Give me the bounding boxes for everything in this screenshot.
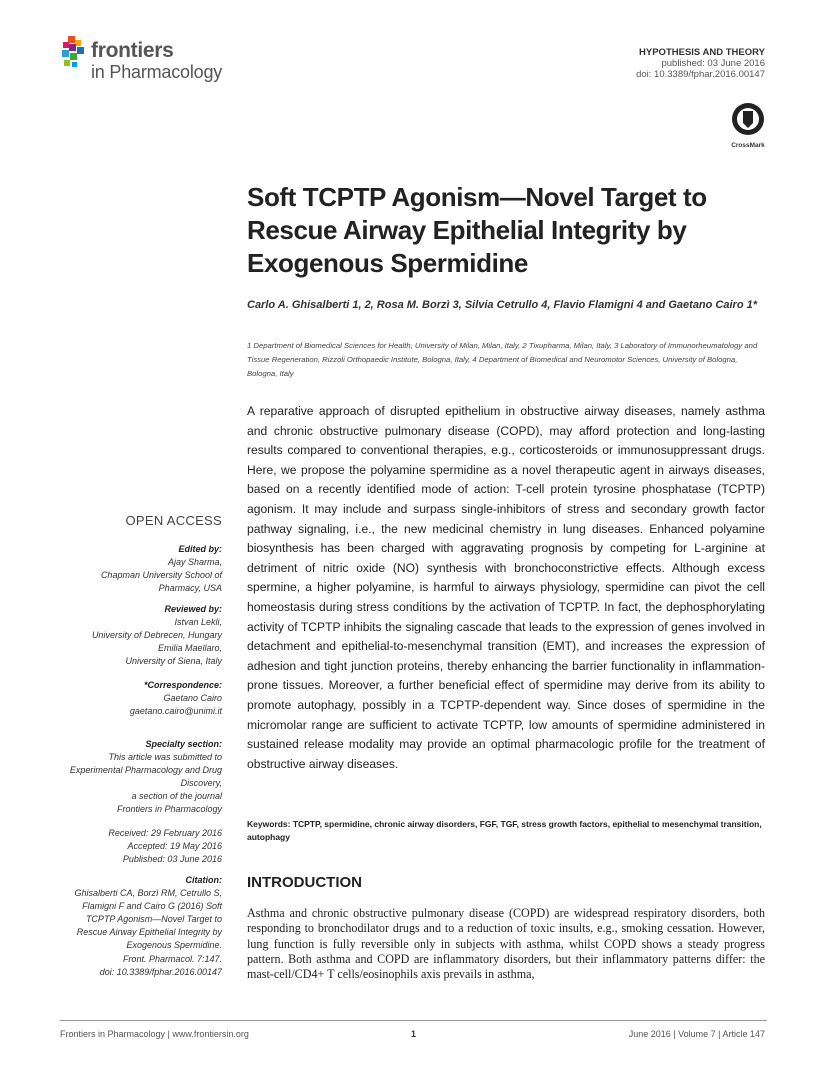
reviewed-by-line: University of Siena, Italy xyxy=(125,656,222,667)
crossmark-badge[interactable] xyxy=(729,102,767,149)
citation-line: Front. Pharmacol. 7:147. xyxy=(122,953,222,964)
specialty-section-block xyxy=(42,738,222,817)
journal-logo xyxy=(60,36,250,86)
reviewed-by-line: Istvan Lekli, xyxy=(174,617,222,628)
citation-line: Ghisalberti CA, Borzì RM, Cetrullo S, xyxy=(74,888,222,899)
logo-text-journal: in Pharmacology xyxy=(91,62,223,82)
abstract: A reparative approach of disrupted epithelium in obstructive airway diseases, namely asthma and chronic obstructive pulmonary disease (COPD), may afford protection and long-lasting results compared to conventional therapies, e.g., corticosteroids or immunosuppressant drugs. Here, we propose the polyamine spermidine as a novel therapeutic agent in airways diseases, based on a recently identified mode of action: T-cell protein tyrosine phosphatase (TCPTP) agonism. It may include and surpass single-inhibitors of stress and secondary growth factor pathway signaling, i.e., the new medicinal chemistry in lung diseases. Enhanced polyamine biosynthesis has been charged with aggravating prognosis by competing for L-arginine at detriment of nitric oxide (NO) synthesis with bronchoconstrictive effects. Although excess spermine, a higher polyamine, is harmful to airways physiology, spermidine can pivot the cell homeostasis during stress conditions by the activation of TCPTP. In fact, the dephosphorylating activity of TCPTP inhibits the signaling cascade that leads to the expression of genes involved in detachment and epithelial-to-mesenchymal transition (EMT), and increases the expression of adhesion and tight junction proteins, thereby enhancing the barrier functionality in inflammation-prone tissues. Moreover, a further beneficial effect of spermidine may derive from its ability to promote autophagy, possibly in a TCPTP-dependent way. Since doses of spermidine in the micromolar range are sufficient to activate TCPTP, low amounts of spermidine administered in sustained release modality may provide an optimal pharmacologic profile for the treatment of obstructive airway diseases. xyxy=(247,404,765,771)
reviewed-by-line: Emilia Maellaro, xyxy=(157,643,222,654)
article-type: HYPOTHESIS AND THEORY xyxy=(639,47,765,58)
keywords: Keywords: TCPTP, spermidine, chronic airway disorders, FGF, TGF, stress growth factors, epithelial to mesenchymal transition, autophagy xyxy=(247,819,762,842)
specialty-heading: Specialty section: xyxy=(145,739,222,749)
article-header-meta xyxy=(636,47,765,80)
received-date: Received: 29 February 2016 xyxy=(108,828,222,838)
author-list: Carlo A. Ghisalberti 1, 2, Rosa M. Borzì 3, Silvia Cetrullo 4, Flavio Flamigni 4 and Gaetano Cairo 1* xyxy=(247,299,758,311)
edited-by-line: Chapman University School of xyxy=(100,570,222,581)
specialty-line: Experimental Pharmacology and Drug xyxy=(69,765,222,776)
correspondence-name: Gaetano Cairo xyxy=(163,693,222,704)
citation-line: Rescue Airway Epithelial Integrity by xyxy=(76,927,222,938)
reviewed-by-heading: Reviewed by: xyxy=(164,604,222,614)
reviewed-by-line: University of Debrecen, Hungary xyxy=(91,630,222,641)
edited-by-heading: Edited by: xyxy=(178,544,222,554)
page-number: 1 xyxy=(411,1029,417,1039)
citation-line: TCPTP Agonism—Novel Target to xyxy=(85,914,222,925)
footer-divider xyxy=(60,1020,767,1021)
open-access-label: OPEN ACCESS xyxy=(125,513,222,528)
footer-issue-info: June 2016 | Volume 7 | Article 147 xyxy=(628,1029,765,1039)
correspondence-heading: *Correspondence: xyxy=(143,680,222,690)
citation-line: doi: 10.3389/fphar.2016.00147 xyxy=(99,966,222,977)
accepted-date: Accepted: 19 May 2016 xyxy=(127,841,222,852)
specialty-line: This article was submitted to xyxy=(108,752,222,763)
citation-block xyxy=(42,874,222,979)
edited-by-block xyxy=(42,543,222,595)
published-date: published: 03 June 2016 xyxy=(661,58,765,69)
citation-line: Exogenous Spermidine. xyxy=(126,940,222,951)
frontiers-logo-icon xyxy=(60,36,88,70)
reviewed-by-block xyxy=(42,603,222,668)
article-doi[interactable]: doi: 10.3389/fphar.2016.00147 xyxy=(636,69,765,80)
correspondence-block xyxy=(42,679,222,718)
section-heading-introduction: INTRODUCTION xyxy=(247,874,362,891)
specialty-line: a section of the journal xyxy=(131,791,222,802)
citation-heading: Citation: xyxy=(185,875,222,885)
edited-by-line: Pharmacy, USA xyxy=(158,583,222,594)
author-affiliations: 1 Department of Biomedical Sciences for Health, University of Milan, Milan, Italy, 2 Tixupharma, Milan, Italy, 3 Laboratory of Immunorheumatology and Tissue Regeneration, Rizzoli Orthopaedic Institute, Bologna, Italy, 4 Department of Biomedical and Neuromotor Sciences, University of Bologna, Bologna, Italy xyxy=(247,341,758,378)
specialty-line: Discovery, xyxy=(180,778,222,789)
published-date-sidebar: Published: 03 June 2016 xyxy=(122,854,222,865)
logo-text-frontiers: frontiers xyxy=(91,39,174,62)
footer-journal-site[interactable]: Frontiers in Pharmacology | www.frontiersin.org xyxy=(60,1029,249,1039)
introduction-text: Asthma and chronic obstructive pulmonary disease (COPD) are widespread respiratory disorders, both responding to bronchodilator drugs and to a reduction of toxic insults, e.g., smoking cessation. However, lung function is fully reversible only in subjects with asthma, whilst COPD shows a steady progress pattern. Both asthma and COPD are inflammatory disorders, but their inflammatory patterns differ: the mast-cell/CD4+ T cells/eosinophils axis prevails in asthma, xyxy=(247,906,765,982)
crossmark-icon xyxy=(731,102,765,136)
specialty-line: Frontiers in Pharmacology xyxy=(116,804,222,815)
crossmark-label: CrossMark xyxy=(731,142,765,149)
article-title: Soft TCPTP Agonism—Novel Target to Rescue Airway Epithelial Integrity by Exogenous Spermidine xyxy=(247,182,707,278)
correspondence-email[interactable]: gaetano.cairo@unimi.it xyxy=(129,706,222,717)
dates-block xyxy=(42,827,222,866)
edited-by-line: Ajay Sharma, xyxy=(167,557,222,568)
citation-line: Flamigni F and Cairo G (2016) Soft xyxy=(82,901,222,912)
